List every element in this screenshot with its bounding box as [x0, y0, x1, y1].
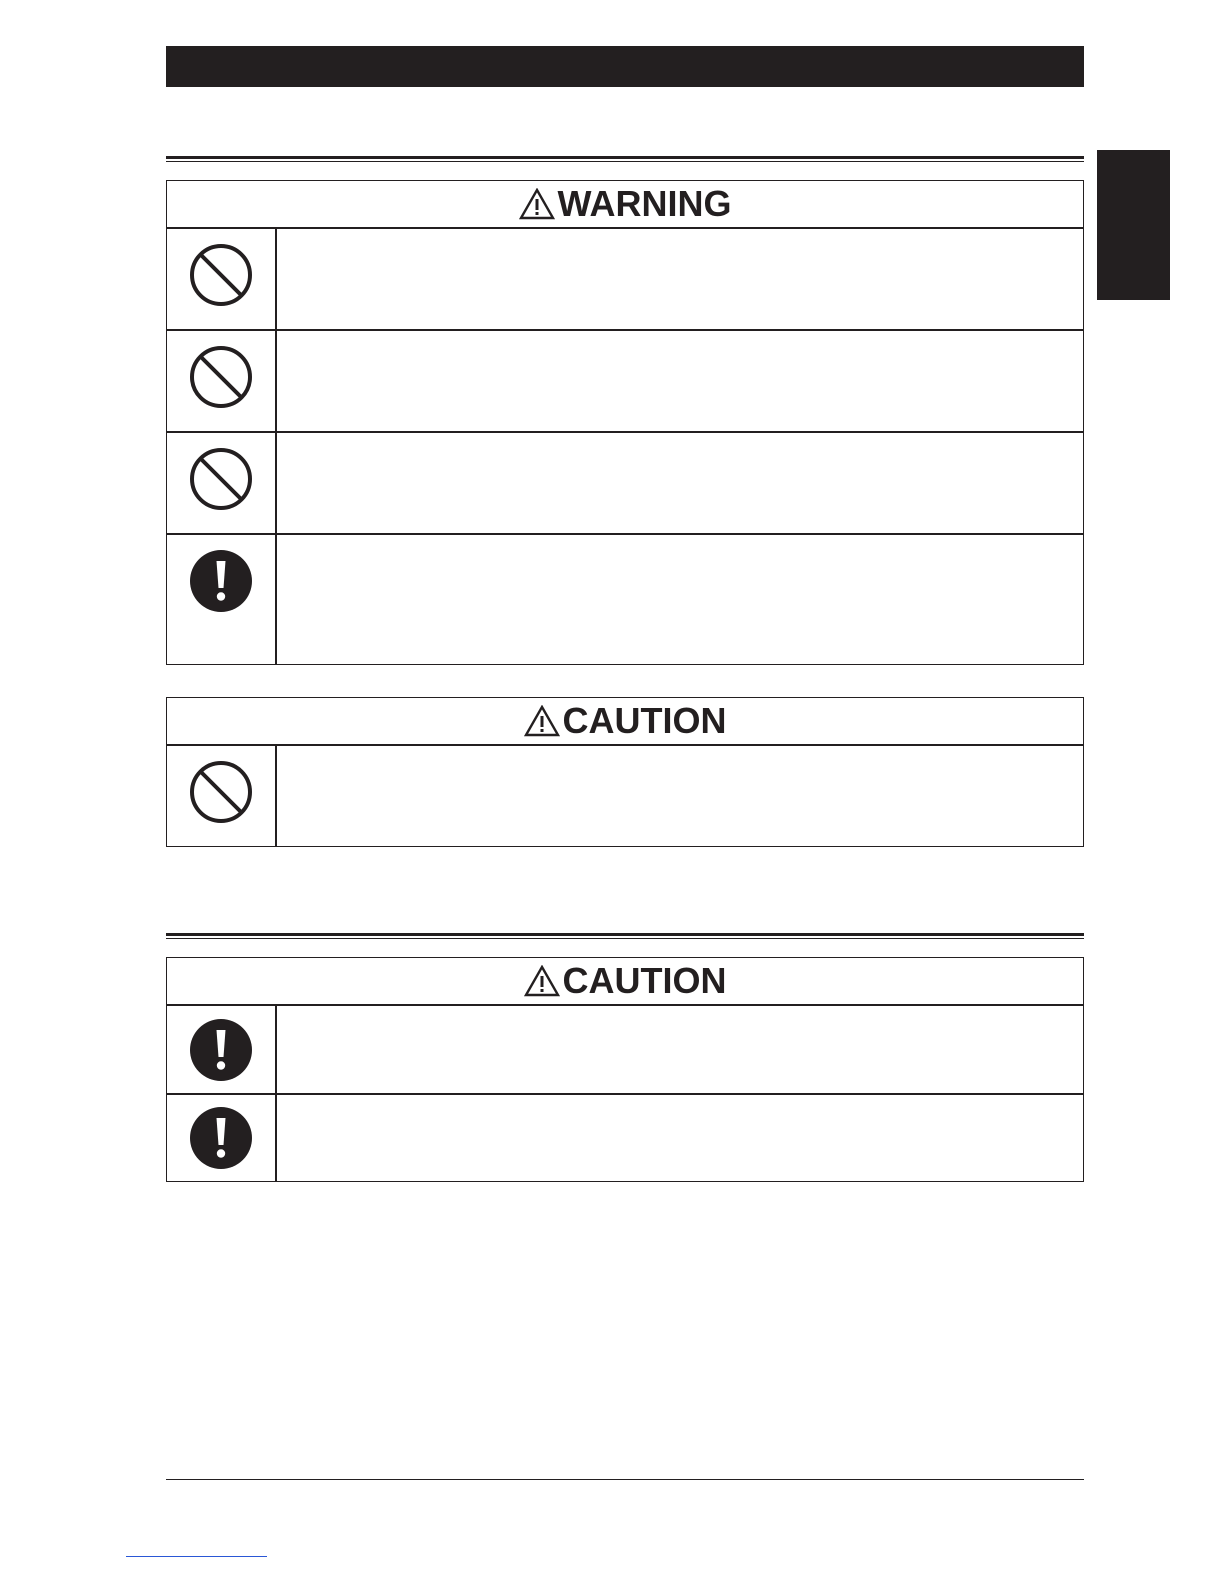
- caution-row-icon-cell: [167, 746, 277, 846]
- warning-row: [167, 431, 1083, 533]
- warning-box-header: [167, 181, 1083, 229]
- warning-triangle-icon: [524, 965, 560, 997]
- section-divider: [166, 156, 1084, 163]
- warning-row-text: [277, 229, 1083, 329]
- caution-row: [167, 746, 1083, 846]
- warning-row: [167, 329, 1083, 431]
- warning-row-icon-cell: [167, 229, 277, 329]
- caution-row-text: [277, 746, 1083, 846]
- caution-row-icon-cell: [167, 1095, 277, 1181]
- warning-row: [167, 229, 1083, 329]
- caution-row-text: [277, 1095, 1083, 1181]
- caution-title: CAUTION: [562, 700, 727, 741]
- warning-row-text: [277, 535, 1083, 664]
- warning-row-icon-cell: [167, 433, 277, 533]
- mandatory-action-icon: [188, 548, 254, 614]
- prohibition-icon: [188, 446, 254, 512]
- prohibition-icon: [188, 344, 254, 410]
- warning-title: WARNING: [557, 183, 732, 224]
- warning-triangle-icon: [524, 705, 560, 737]
- caution-title: CAUTION: [562, 960, 727, 1001]
- footer-divider: [166, 1479, 1084, 1480]
- warning-box: [166, 180, 1084, 665]
- mandatory-action-icon: [188, 1017, 254, 1083]
- caution-row: [167, 1093, 1083, 1181]
- caution-row-text: [277, 1006, 1083, 1093]
- section-divider: [166, 933, 1084, 940]
- warning-row-text: [277, 433, 1083, 533]
- warning-row: [167, 533, 1083, 664]
- prohibition-icon: [188, 759, 254, 825]
- warning-row-icon-cell: [167, 331, 277, 431]
- warning-triangle-icon: [519, 188, 555, 220]
- header-bar: [166, 46, 1084, 87]
- page-link-underline[interactable]: [126, 1556, 267, 1557]
- caution-box-header: [167, 698, 1083, 746]
- caution-box-header: [167, 958, 1083, 1006]
- mandatory-action-icon: [188, 1105, 254, 1171]
- caution-row: [167, 1006, 1083, 1093]
- warning-row-text: [277, 331, 1083, 431]
- caution-box: [166, 697, 1084, 847]
- caution-row-icon-cell: [167, 1006, 277, 1093]
- prohibition-icon: [188, 242, 254, 308]
- caution-box: [166, 957, 1084, 1182]
- chapter-side-tab: [1097, 150, 1170, 300]
- warning-row-icon-cell: [167, 535, 277, 664]
